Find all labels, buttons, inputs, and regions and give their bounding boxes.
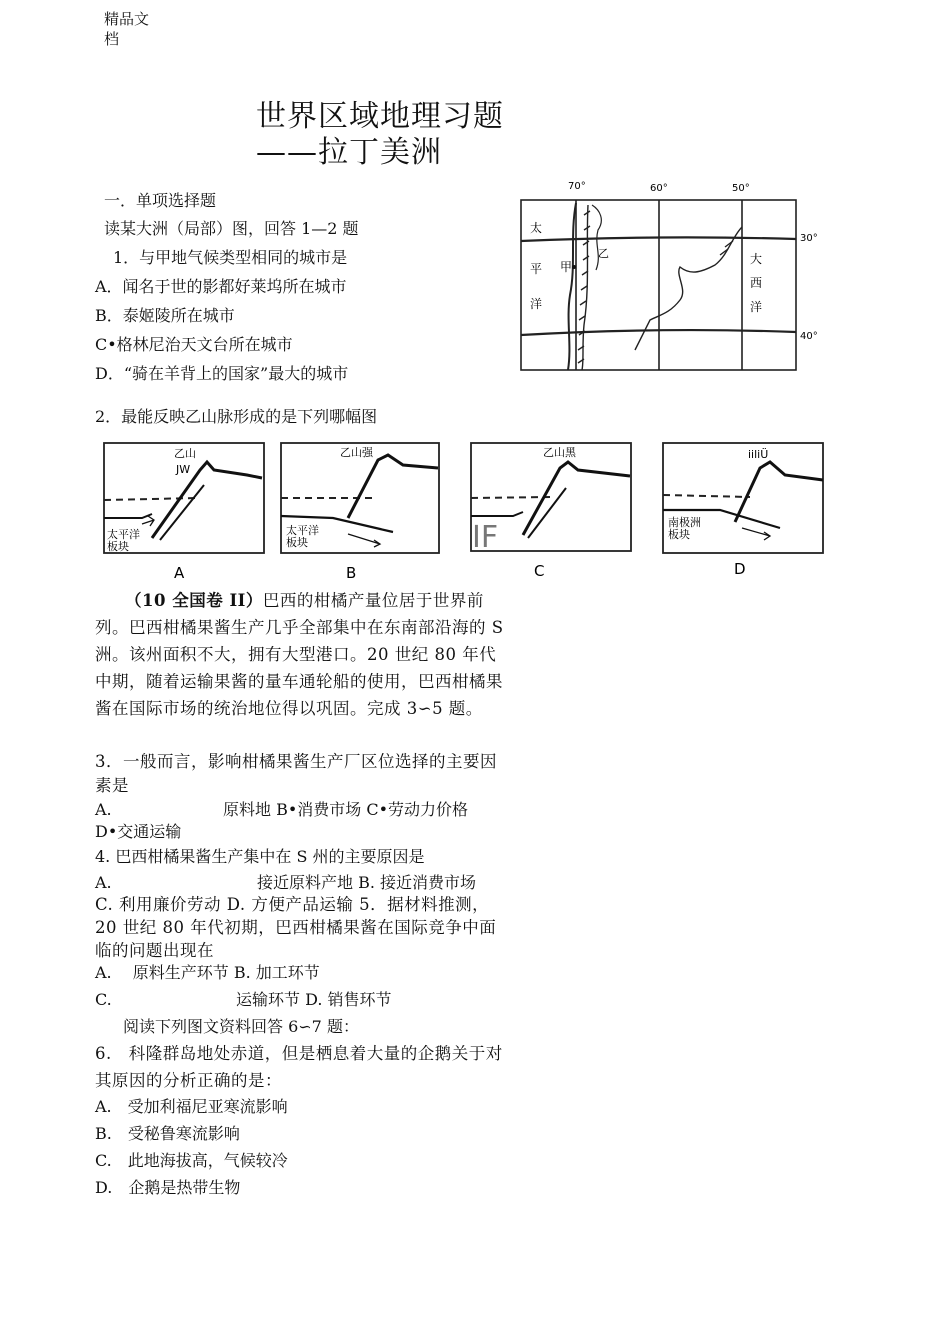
q6-stem: 6. 科隆群岛地处赤道，但是栖息着大量的企鹅关于对其原因的分析正确的是：	[95, 1044, 503, 1090]
lat-30-label: 30°	[800, 233, 818, 244]
q6-option-d: D. 企鹅是热带生物	[95, 1178, 241, 1197]
q3-stem: 3．一般而言，影响柑橘果酱生产厂区位选择的主要因素是	[95, 752, 497, 795]
diagram-c	[468, 440, 636, 585]
diagram-b-top-label: 乙山强	[340, 446, 373, 459]
diagram-d-top-label: iiliÜ	[748, 448, 769, 461]
lon-70-label: 70°	[568, 181, 586, 192]
header-text-1: 精品文	[104, 10, 150, 28]
yi-label: 乙	[598, 247, 609, 260]
section-heading: 一．单项选择题	[104, 191, 217, 210]
diagram-c-top-label: 乙山黑	[543, 446, 576, 459]
q3-option-d: D•交通运输	[95, 822, 182, 841]
q6-option-c: C. 此地海拔高，气候较冷	[95, 1151, 288, 1170]
passage-body: 巴西的柑橘产量位居于世界前列。巴西柑橘果酱生产几乎全部集中在东南部沿海的 S 洲。该州面积不大，拥有大型港口。20 世纪 80 年代中期，随着运输果酱的量车通轮船的使用，巴西柑橘果酱在国际市场的统治地位得以巩固。完成 3∽5 题。	[95, 591, 504, 718]
diagram-d-plate-label-2: 板块	[668, 528, 690, 541]
lon-50-label: 50°	[732, 183, 750, 194]
pacific-label-2: 平	[530, 262, 543, 276]
q2-stem: 2．最能反映乙山脉形成的是下列哪幅图	[95, 407, 378, 426]
continent-map	[510, 175, 830, 375]
q4-continuation-q5-stem: C. 利用廉价劳动 D. 方便产品运输 5．据材料推测，20 世纪 80 年代初期，巴西柑橘果酱在国际竞争中面临的问题出现在	[95, 895, 497, 960]
q5-option-c-label: C.	[95, 990, 112, 1009]
diagram-b-letter: B	[346, 564, 357, 582]
passage-paragraph	[95, 587, 510, 722]
page-subtitle: ——拉丁美洲	[256, 135, 442, 170]
diagram-c-letter: C	[534, 562, 545, 580]
q3-option-a-rest: 原料地 B•消费市场 C•劳动力价格	[223, 800, 469, 819]
question-intro: 读某大洲（局部）图，回答 1—2 题	[104, 219, 359, 238]
header-text-2: 档	[104, 30, 120, 48]
diagram-b	[278, 440, 443, 585]
q5-option-a: A. 原料生产环节 B. 加工环节	[95, 963, 320, 982]
pacific-label-3: 洋	[530, 297, 543, 311]
q6-option-a: A. 受加利福尼亚寒流影响	[95, 1097, 288, 1116]
q1-option-d: D．“骑在羊背上的国家”最大的城市	[95, 364, 349, 383]
diagram-a	[102, 440, 267, 585]
diagram-a-top-label-2: JW	[176, 463, 191, 476]
page-title: 世界区域地理习题	[256, 99, 504, 134]
atlantic-label-1: 大	[750, 252, 763, 266]
diagram-c-overlay-text: IF	[472, 520, 499, 555]
diagram-d	[660, 440, 830, 585]
q4-option-a-rest: 接近原料产地 B. 接近消费市场	[257, 873, 477, 892]
jia-label: 甲	[560, 260, 573, 274]
diagram-a-plate-label-1: 太平洋	[107, 528, 140, 541]
diagram-d-letter: D	[734, 560, 746, 578]
lon-60-label: 60°	[650, 183, 668, 194]
atlantic-label-3: 洋	[750, 300, 763, 314]
diagram-b-plate-label-2: 板块	[286, 536, 308, 549]
q1-stem: 1．与甲地气候类型相同的城市是	[113, 248, 348, 267]
pacific-label-1: 太	[530, 221, 543, 235]
q4-option-a-label: A.	[95, 873, 112, 892]
lat-40-label: 40°	[800, 331, 818, 342]
q4-stem: 4. 巴西柑橘果酱生产集中在 S 州的主要原因是	[95, 847, 425, 866]
q1-option-b: B．泰姬陵所在城市	[95, 306, 235, 325]
diagram-a-top-label: 乙山	[174, 447, 196, 460]
passage-source: （10 全国卷 II）	[125, 591, 263, 610]
diagram-d-plate-label-1: 南极洲	[668, 516, 701, 529]
diagram-a-plate-label-2: 板块	[107, 540, 129, 553]
q1-option-c: C•格林尼治天文台所在城市	[95, 335, 293, 354]
question-intro-2: 阅读下列图文资料回答 6∽7 题：	[123, 1017, 359, 1036]
diagram-a-letter: A	[174, 564, 185, 582]
jia-point	[572, 265, 576, 269]
q5-option-c-rest: 运输环节 D. 销售环节	[236, 990, 392, 1009]
q3-option-a-label: A.	[95, 800, 112, 819]
q1-option-a: A．闻名于世的影都好莱坞所在城市	[95, 277, 347, 296]
diagram-b-plate-label-1: 太平洋	[286, 524, 319, 537]
atlantic-label-2: 西	[750, 276, 763, 290]
q6-option-b: B. 受秘鲁寒流影响	[95, 1124, 240, 1143]
